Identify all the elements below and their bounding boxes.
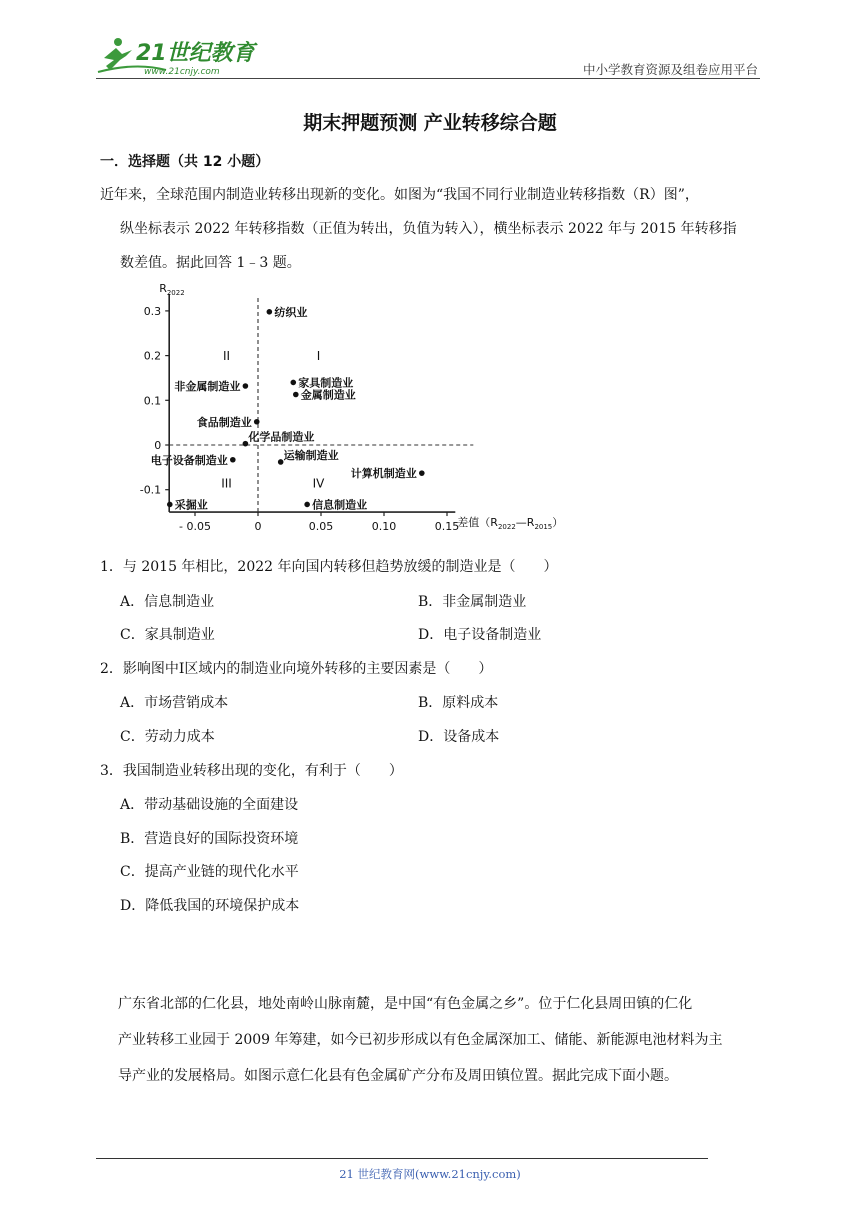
- passage-2-line-2: 产业转移工业园于 2009 年筹建，如今已初步形成以有色金属深加工、储能、新能源电池材料为主: [118, 1032, 723, 1048]
- data-point: [419, 470, 425, 476]
- question-3-option-a[interactable]: A．带动基础设施的全面建设: [120, 797, 299, 813]
- question-1-option-a[interactable]: A．信息制造业: [120, 594, 215, 610]
- y-tick-label: 0.1: [143, 394, 162, 408]
- quadrant-label: II: [222, 349, 231, 364]
- intro-paragraph: [100, 178, 764, 280]
- data-point: [290, 380, 296, 386]
- y-tick-label: 0.3: [143, 304, 162, 318]
- header-platform-text: 中小学教育资源及组卷应用平台: [582, 62, 758, 77]
- question-2-option-d[interactable]: D．设备成本: [418, 729, 500, 745]
- data-point: [278, 459, 284, 465]
- footer-divider: [96, 1158, 708, 1159]
- x-tick-label: 0: [254, 520, 262, 534]
- x-tick-label: 0.10: [371, 520, 397, 534]
- question-1-stem: 1．与 2015 年相比，2022 年向国内转移但趋势放缓的制造业是（ ）: [100, 559, 558, 575]
- passage-2-line-1: 广东省北部的仁化县，地处南岭山脉南麓，是中国“有色金属之乡”。位于仁化县周田镇的仁化: [118, 996, 693, 1012]
- data-label: 食品制造业: [196, 415, 252, 429]
- header-divider: [96, 78, 760, 79]
- question-1-option-b[interactable]: B．非金属制造业: [418, 594, 527, 610]
- question-2-stem: 2．影响图中Ⅰ区域内的制造业向境外转移的主要因素是（ ）: [100, 661, 493, 677]
- logo-text: 21世纪教育: [136, 41, 255, 66]
- question-2-option-c[interactable]: C．劳动力成本: [120, 729, 215, 745]
- intro-line-3: 数差值。据此回答 1﹣3 题。: [120, 255, 301, 271]
- data-point: [243, 383, 249, 389]
- x-tick-label: 0.15: [434, 520, 460, 534]
- question-1-option-d[interactable]: D．电子设备制造业: [418, 627, 542, 643]
- data-label: 运输制造业: [283, 448, 339, 462]
- data-point: [167, 502, 173, 508]
- x-axis-label: 差值$(R_{2022}—R_{2015})$: [457, 516, 564, 532]
- data-point: [293, 392, 299, 398]
- data-label: 金属制造业: [300, 388, 356, 402]
- question-3-option-b[interactable]: B．营造良好的国际投资环境: [120, 831, 299, 847]
- question-2-option-a[interactable]: A．市场营销成本: [120, 695, 229, 711]
- x-tick-label: - 0.05: [179, 520, 211, 534]
- data-label: 电子设备制造业: [150, 453, 228, 467]
- x-tick-label: 0.05: [308, 520, 334, 534]
- logo-url: www.21cnjy.com: [144, 67, 220, 77]
- passage-2: [118, 986, 766, 1094]
- data-point: [230, 457, 236, 463]
- question-1-option-c[interactable]: C．家具制造业: [120, 627, 215, 643]
- footer-text: 21 世纪教育网(www.21cnjy.com): [339, 1167, 521, 1181]
- logo: [96, 36, 266, 80]
- page-title: 期末押题预测 产业转移综合题: [303, 112, 557, 134]
- data-point: [243, 441, 249, 447]
- intro-line-2: 纵坐标表示 2022 年转移指数（正值为转出，负值为转入），横坐标表示 2022 年与 2015 年转移指: [120, 221, 737, 237]
- data-label: 家具制造业: [298, 376, 354, 390]
- data-label: 非金属制造业: [174, 379, 241, 393]
- section-heading: 一．选择题（共 12 小题）: [100, 154, 270, 170]
- data-label: 化学品制造业: [248, 430, 315, 444]
- data-point: [254, 419, 260, 425]
- data-label: 采掘业: [174, 498, 208, 512]
- question-3-stem: 3．我国制造业转移出现的变化，有利于（ ）: [100, 763, 403, 779]
- data-label: 纺织业: [274, 305, 308, 319]
- y-axis-label: $R_{2022}$: [159, 281, 185, 297]
- data-point: [267, 309, 273, 315]
- scatter-chart: [120, 281, 564, 545]
- quadrant-label: IV: [312, 476, 325, 491]
- intro-line-1: 近年来，全球范围内制造业转移出现新的变化。如图为“我国不同行业制造业转移指数（R）图”，: [100, 187, 699, 203]
- data-label: 信息制造业: [312, 498, 368, 512]
- question-3-option-d[interactable]: D．降低我国的环境保护成本: [120, 898, 300, 914]
- y-tick-label: 0: [154, 439, 162, 452]
- question-2-option-b[interactable]: B．原料成本: [418, 695, 499, 711]
- quadrant-label: I: [316, 349, 321, 364]
- quadrant-label: III: [221, 476, 232, 491]
- y-tick-label: -0.1: [139, 483, 162, 497]
- data-point: [304, 502, 310, 508]
- logo-runner-icon: [96, 36, 266, 80]
- transfer-index-chart: [120, 281, 564, 545]
- question-3-option-c[interactable]: C．提高产业链的现代化水平: [120, 864, 299, 880]
- y-tick-label: 0.2: [143, 349, 162, 363]
- passage-2-line-3: 导产业的发展格局。如图示意仁化县有色金属矿产分布及周田镇位置。据此完成下面小题。: [118, 1068, 678, 1084]
- data-label: 计算机制造业: [350, 467, 417, 481]
